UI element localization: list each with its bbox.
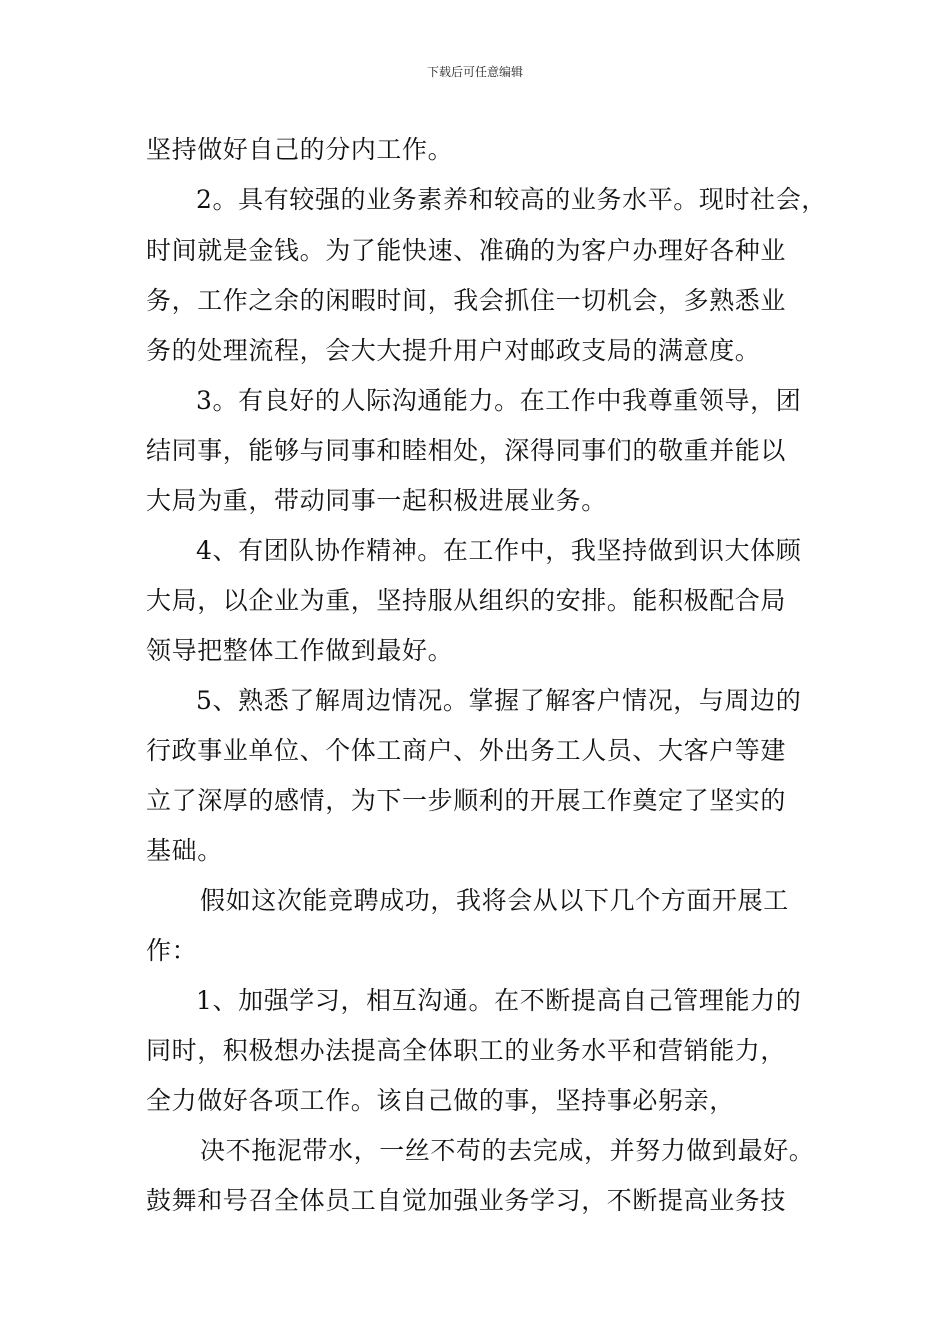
text-line: 立了深厚的感情，为下一步顺利的开展工作奠定了坚实的 [146,786,787,815]
page-header-note: 下载后可任意编辑 [426,65,523,79]
text-line: 务，工作之余的闲暇时间，我会抓住一切机会，多熟悉业 [146,286,787,315]
text-line: 决不拖泥带水，一丝不苟的去完成，并努力做到最好。 [200,1136,815,1165]
text-line: 基础。 [146,836,223,865]
text-line: 时间就是金钱。为了能快速、准确的为客户办理好各种业 [146,236,787,265]
text-line: 1、加强学习，相互沟通。在不断提高自己管理能力的 [196,986,802,1015]
text-line: 领导把整体工作做到最好。 [146,636,454,665]
text-line: 假如这次能竞聘成功，我将会从以下几个方面开展工 [200,886,789,915]
text-line: 3。有良好的人际沟通能力。在工作中我尊重领导，团 [196,386,802,415]
text-line: 行政事业单位、个体工商户、外出务工人员、大客户等建 [146,736,787,765]
text-line: 2。具有较强的业务素养和较高的业务水平。现时社会， [196,185,827,214]
text-line: 4、有团队协作精神。在工作中，我坚持做到识大体顾 [196,536,802,565]
text-line: 坚持做好自己的分内工作。 [146,135,454,164]
text-line: 大局，以企业为重，坚持服从组织的安排。能积极配合局 [146,586,787,615]
text-line: 全力做好各项工作。该自己做的事，坚持事必躬亲， [146,1086,735,1115]
text-line: 作： [146,936,198,965]
text-line: 务的处理流程，会大大提升用户对邮政支局的满意度。 [146,336,761,365]
text-line: 结同事，能够与同事和睦相处，深得同事们的敬重并能以 [146,436,787,465]
text-line: 同时，积极想办法提高全体职工的业务水平和营销能力， [146,1036,787,1065]
text-line: 5、熟悉了解周边情况。掌握了解客户情况，与周边的 [196,686,802,715]
text-line: 大局为重，带动同事一起积极进展业务。 [146,486,607,515]
text-line: 鼓舞和号召全体员工自觉加强业务学习，不断提高业务技 [146,1186,787,1215]
